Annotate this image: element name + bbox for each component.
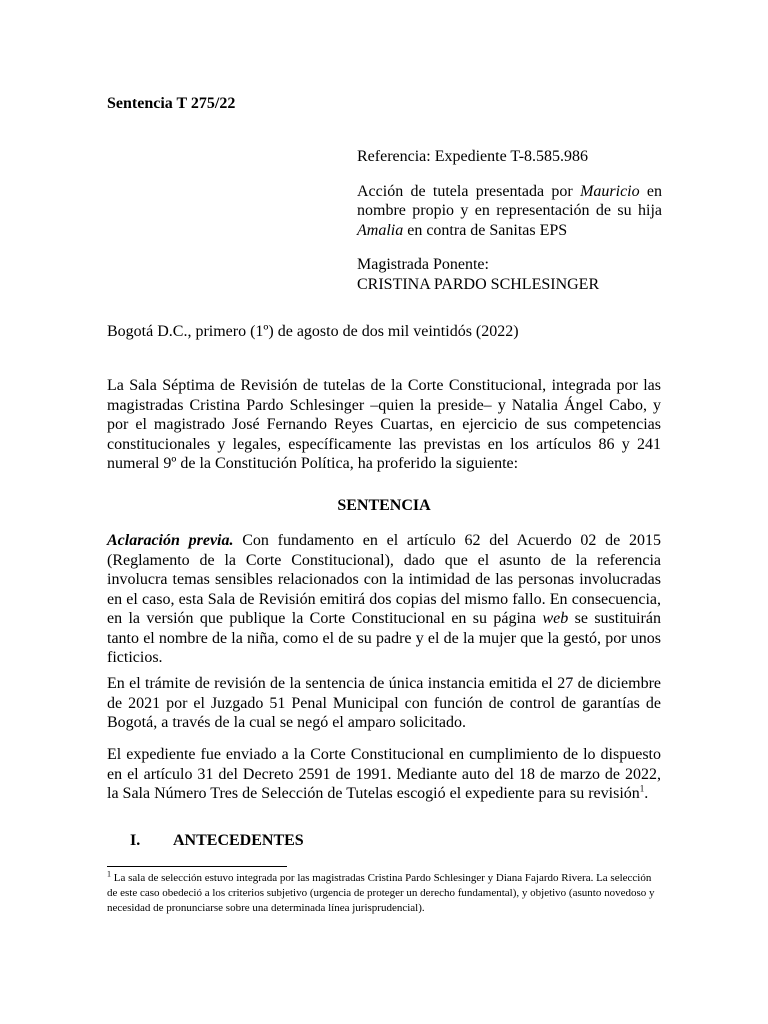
action-description [357, 182, 662, 241]
clarification-text-after: se sustituirán tanto el nombre de la niña, como el de su padre y el de la mujer que la gestó, por unos ficticios. [107, 610, 661, 666]
footnote [107, 871, 662, 916]
footnote-marker: 1 [107, 869, 111, 879]
section-heading-sentencia: SENTENCIA [337, 497, 431, 514]
footnote-text: La sala de selección estuvo integrada por las magistradas Cristina Pardo Schlesinger y Diana Fajardo Rivera. La selección de este caso obedeció a los criterios subjetivo (urgencia de proteger un derecho fundamental), y objetivo (asunto novedoso y necesidad de pronunciarse sobre una determinada línea jurisprudencial). [107, 872, 655, 914]
web-word: web [542, 610, 569, 627]
section-heading-antecedentes [130, 832, 304, 850]
action-middle: en nombre propio y en representación de su hija [357, 182, 663, 219]
date-line: Bogotá D.C., primero (1º) de agosto de dos mil veintidós (2022) [107, 323, 519, 340]
footnote-divider [107, 866, 287, 867]
action-prefix: Acción de tutela presentada por [357, 182, 581, 200]
selection-text: El expediente fue enviado a la Corte Constitucional en cumplimiento de lo dispuesto en el artículo 31 del Decreto 2591 de 1991. Mediante auto del 18 de marzo de 2022, la Sala Número Tres de Selección de Tutelas escogió el expediente para su revisión [107, 746, 661, 802]
section-title: ANTECEDENTES [173, 832, 304, 849]
clarification-text-before: Con fundamento en el artículo 62 del Acuerdo 02 de 2015 (Reglamento de la Corte Constitucional), dado que el asunto de la referencia involucra temas sensibles relacionados con la intimidad de las personas involucradas en el caso, esta Sala de Revisión emitirá dos copias del mismo fallo. En consecuencia, en la versión que publique la Corte Constitucional en su página [107, 532, 661, 627]
document-title: Sentencia T 275/22 [107, 95, 236, 112]
case-caption [357, 147, 662, 294]
ponente-name: CRISTINA PARDO SCHLESINGER [357, 275, 600, 293]
daughter-name: Amalia [357, 221, 404, 239]
selection-end: . [644, 785, 649, 802]
case-reference: Referencia: Expediente T-8.585.986 [357, 148, 589, 165]
section-number: I. [130, 832, 141, 849]
clarification-paragraph [107, 531, 661, 668]
review-paragraph: En el trámite de revisión de la sentencia de única instancia emitida el 27 de diciembre de 2021 por el Juzgado 51 Penal Municipal con función de control de garantías de Bogotá, a través de la cual se negó el amparo solicitado. [107, 675, 661, 731]
intro-paragraph: La Sala Séptima de Revisión de tutelas de la Corte Constitucional, integrada por las magistradas Cristina Pardo Schlesinger –quien la preside– y Natalia Ángel Cabo, y por el magistrado José Fernando Reyes Cuartas, en ejercicio de sus competencias constitucionales y legales, específicamente las previstas en los artículos 86 y 241 numeral 9º de la Constitución Política, ha proferido la siguiente: [107, 377, 661, 472]
clarification-lead: Aclaración previa. [107, 532, 234, 549]
action-suffix: en contra de Sanitas EPS [403, 221, 568, 239]
selection-paragraph [107, 745, 661, 804]
ponente-label: Magistrada Ponente: [357, 256, 489, 273]
footnote-reference[interactable]: 1 [639, 783, 645, 794]
petitioner-name: Mauricio [580, 182, 640, 200]
